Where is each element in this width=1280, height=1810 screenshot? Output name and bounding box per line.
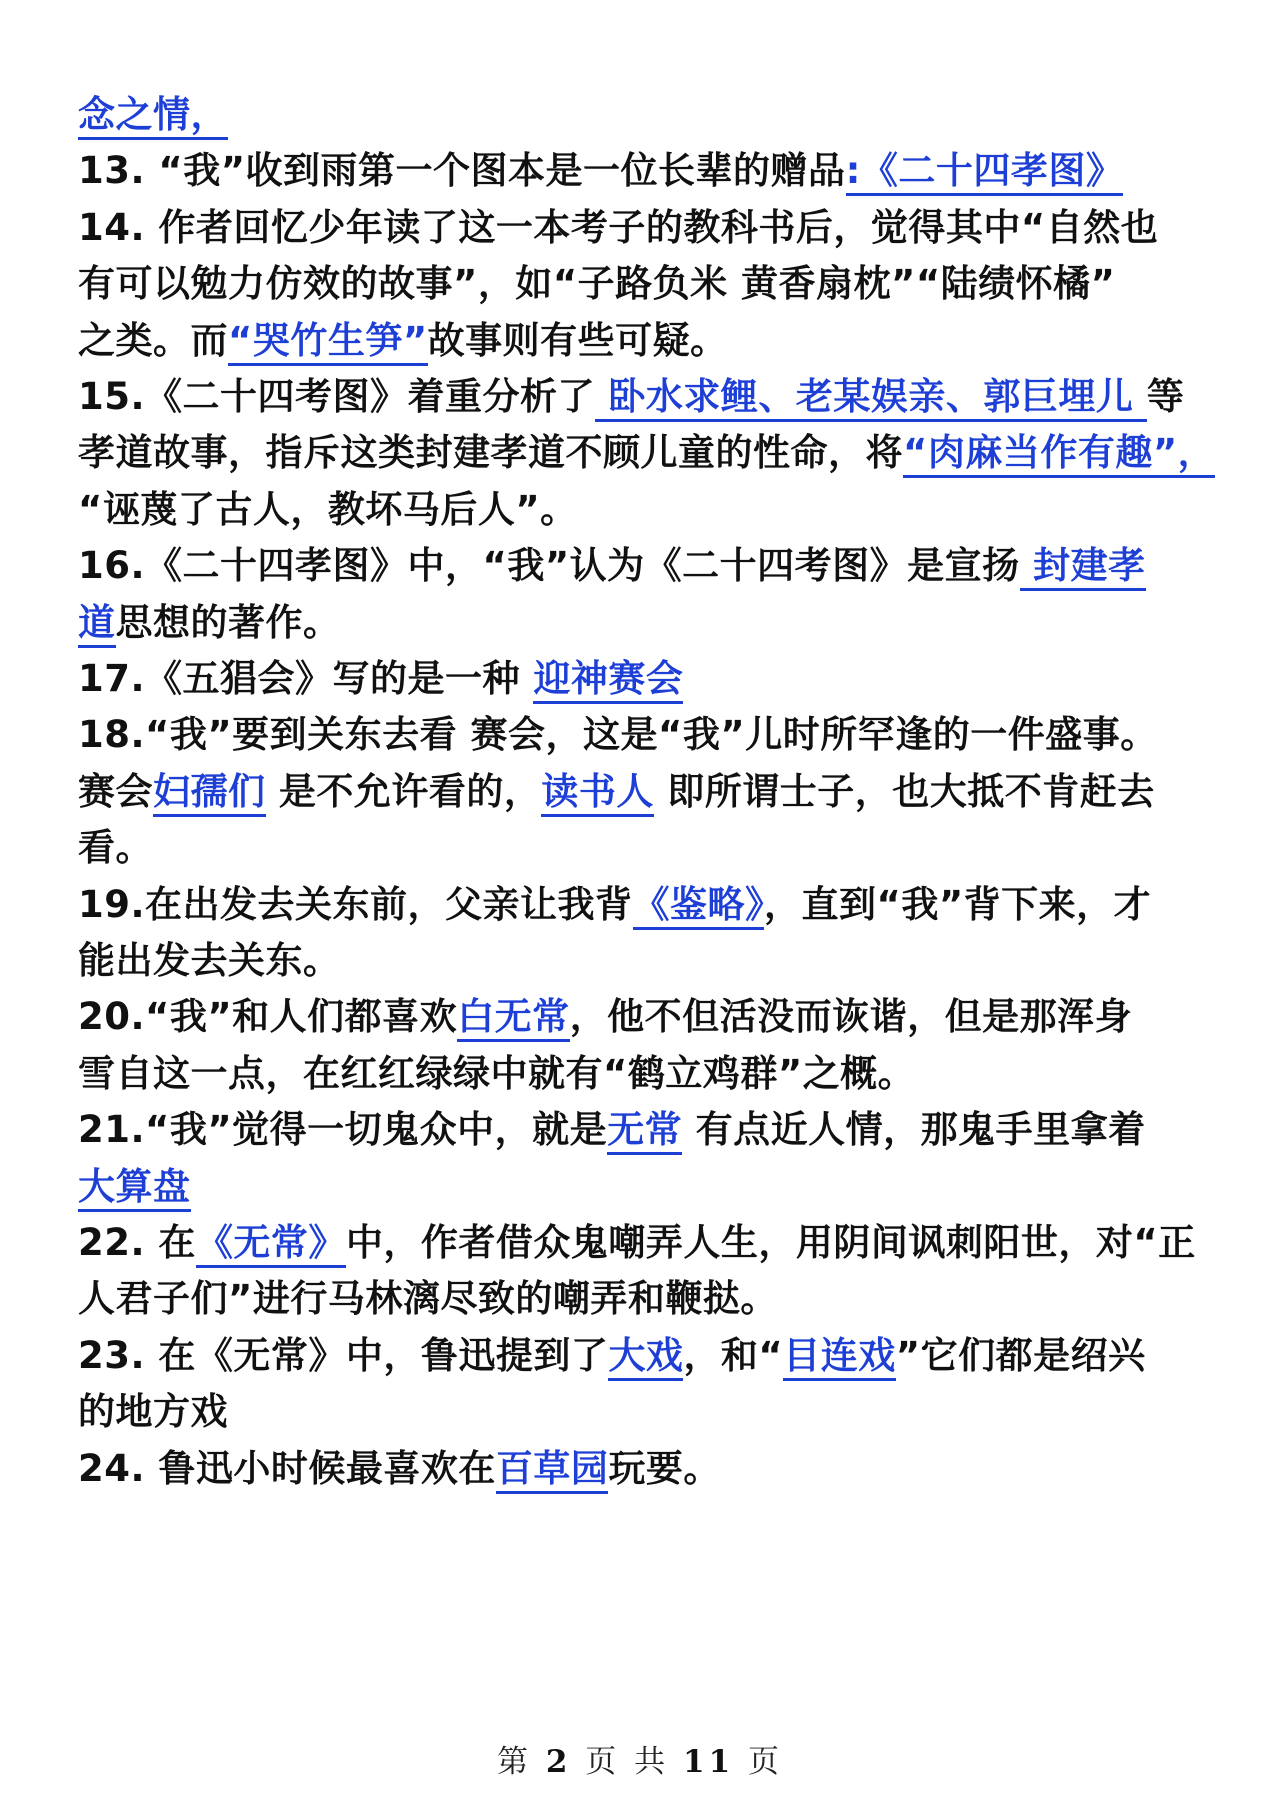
answer-text: 念之情，	[78, 93, 228, 140]
line-text: 即所谓士子，也大抵不肯赶去	[653, 769, 1155, 813]
page-footer	[0, 1736, 1280, 1781]
line-text: 18.“我”要到关东去看 赛会，这是“我”儿时所罕逢的一件盛事。	[78, 713, 1158, 757]
answer-text: 道	[78, 601, 116, 648]
line-text: 玩要。	[608, 1446, 721, 1490]
answer-text: “哭竹生笋”	[228, 319, 428, 366]
footer-prefix: 第	[497, 1744, 546, 1780]
line-text: 中，作者借众鬼嘲弄人生，用阴间讽刺阳世，对“正	[345, 1221, 1196, 1264]
answer-text: 《鉴略》	[633, 883, 765, 930]
line-text: 19.在出发去关东前，父亲让我背	[78, 882, 633, 926]
line-text: 23. 在《无常》中，鲁迅提到了	[78, 1333, 609, 1377]
footer-page-number: 2	[545, 1744, 572, 1780]
answer-text: 百草园	[496, 1447, 609, 1494]
line-text: 雪自这一点，在红红绿绿中就有“鹤立鸡群”之概。	[78, 1051, 916, 1095]
line-text: 15.《二十四考图》着重分析了	[78, 375, 596, 418]
answer-text: 卧水求鲤、老某娱亲、郭巨埋儿	[595, 375, 1147, 422]
line-text: 13. “我”收到雨第一个图本是一位长辈的赠品	[78, 149, 846, 193]
footer-suffix: 页	[734, 1744, 783, 1780]
answer-text: 无常	[607, 1108, 682, 1155]
line-text: “诬蔑了古人，教坏马后人”。	[78, 487, 578, 531]
answer-text: “肉麻当作有趣”，	[903, 431, 1215, 478]
line-text: 17.《五猖会》写的是一种	[78, 657, 534, 700]
answer-text: 大戏	[608, 1334, 683, 1381]
line-text: 21.“我”觉得一切鬼众中，就是	[78, 1108, 608, 1152]
answer-text: 目连戏	[783, 1334, 896, 1381]
answer-text: 妇孺们	[153, 770, 266, 817]
line-text: 之类。而	[78, 318, 228, 362]
line-text: 22. 在	[78, 1221, 196, 1264]
answer-text: 白无常	[457, 995, 570, 1042]
line-text: 有可以勉力仿效的故事”，如“子路负米 黄香扇枕”“陆绩怀橘”	[78, 262, 1116, 306]
line-text: ，和“	[683, 1333, 784, 1377]
line-text: 20.“我”和人们都喜欢	[78, 995, 458, 1039]
answer-text: 封建孝	[1020, 544, 1146, 591]
footer-total-pages: 11	[683, 1744, 735, 1780]
line-text: 14. 作者回忆少年读了这一本考子的教科书后，觉得其中“自然也	[78, 205, 1159, 249]
line-text: ，直到“我”背下来，才	[764, 882, 1152, 926]
line-text: ”它们都是绍兴	[895, 1333, 1146, 1377]
line-text: 看。	[78, 826, 153, 870]
answer-text: 读书人	[541, 770, 654, 817]
answer-text: 《无常》	[196, 1221, 346, 1268]
line-text: 的地方戏	[78, 1390, 228, 1434]
footer-middle: 页 共	[571, 1744, 683, 1780]
answer-text: 迎神赛会	[533, 657, 683, 704]
line-text: 思想的著作。	[115, 600, 341, 644]
line-text: 人君子们”进行马林漓尽致的嘲弄和鞭挞。	[78, 1277, 778, 1321]
line-text: 能出发去关东。	[78, 939, 341, 982]
line-text: 故事则有些可疑。	[427, 318, 728, 362]
line-text: 有点近人情，那鬼手里拿着	[682, 1108, 1146, 1152]
answer-text: 大算盘	[78, 1165, 191, 1212]
text-line	[78, 1436, 1208, 1502]
line-text: 24. 鲁迅小时候最喜欢在	[78, 1446, 496, 1490]
line-text: ，他不但活没而诙谐，但是那浑身	[569, 995, 1133, 1039]
line-text: 16.《二十四孝图》中，“我”认为《二十四考图》是宣扬	[78, 544, 1020, 588]
line-text: 孝道故事，指斥这类封建孝道不顾儿童的性命，将	[78, 431, 903, 475]
line-text: 是不允许看的，	[265, 769, 542, 813]
answer-text: :《二十四孝图》	[846, 149, 1124, 196]
line-text: 等	[1146, 375, 1185, 418]
line-text: 赛会	[78, 769, 153, 813]
